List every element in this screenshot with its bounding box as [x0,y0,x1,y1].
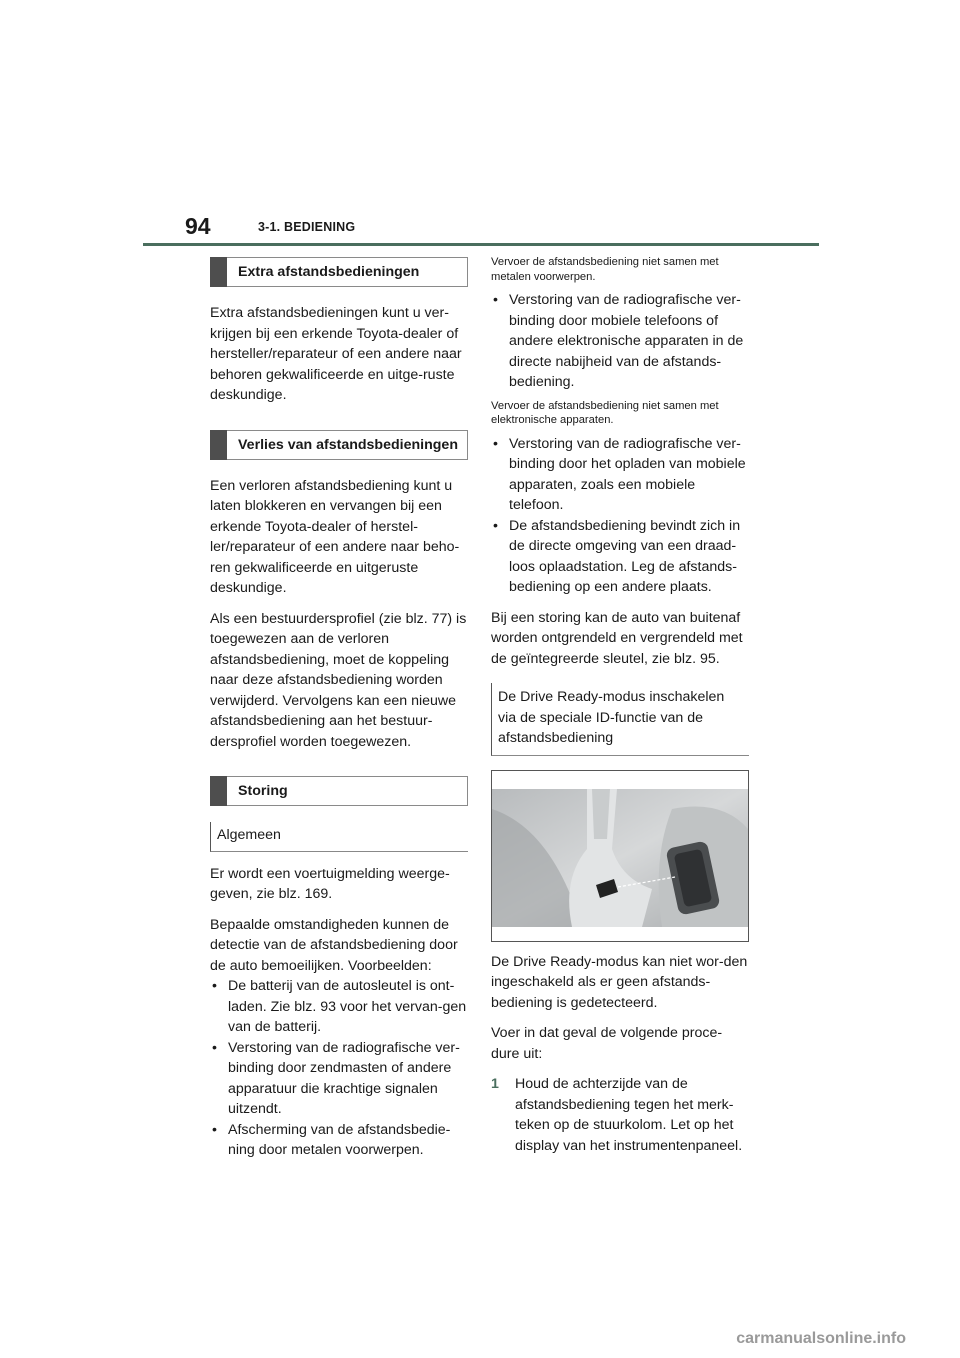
list-item: • Verstoring van de radiografische ver-binding door zendmasten of andere apparatuur die krachtige signalen uitzendt. [210,1038,468,1120]
storing-p1: Er wordt een voertuigmelding weerge-geven, zie blz. 169. [210,865,450,902]
bullets-phones [491,290,749,393]
step-item [491,1074,749,1156]
bullets-charging [491,434,749,598]
paragraph-procedure: Voer in dat geval de volgende proce-dure uit: [491,1025,723,1062]
heading-storing-text: Storing [238,783,288,799]
heading-extra [210,257,468,287]
extra-body: Extra afstandsbedieningen kunt u ver-krijgen bij een erkende Toyota-dealer of hersteller/reparateur of een andere naar behoren gekwalificeerde en uitge-ruste deskundige. [210,305,462,403]
step-number: 1 [491,1076,499,1092]
subheading-algemeen-text: Algemeen [217,827,281,843]
list-item: • Verstoring van de radiografische ver-binding door het opladen van mobiele apparaten, zoals een mobiele telefoon. [491,434,749,516]
storing-bullets [210,976,468,1161]
list-item: • De afstandsbediening bevindt zich in de directe omgeving van een draad-loos oplaadstation. Leg de afstands-bediening op een andere plaats. [491,516,749,598]
heading-storing [210,776,468,806]
heading-extra-text: Extra afstandsbedieningen [238,264,420,280]
list-item: • Verstoring van de radiografische ver-binding door mobiele telefoons of andere elektronische apparaten in de directe nabijheid van de afstands-bediening. [491,290,749,393]
drive-heading-line: afstandsbediening [498,730,614,746]
heading-verlies-text: Verlies van afstandsbedieningen [238,436,458,453]
verlies-p2: Als een bestuurdersprofiel (zie blz. 77) is toegewezen aan de verloren afstandsbediening, moet de koppeling naar deze afstandsbediening worden verwijderd. Vervolgens kan een nieuwe afstandsbediening aan het bestuur-dersprofiel worden toegewezen. [210,610,467,750]
note-metal: Vervoer de afstandsbediening niet samen met metalen voorwerpen. [491,256,719,283]
note-electronic: Vervoer de afstandsbediening niet samen met elektronische apparaten. [491,399,719,426]
storing-p2: Bepaalde omstandigheden kunnen de detectie van de afstandsbediening door de auto bemoeilijken. Voorbeelden: [210,916,458,974]
paragraph-drive-ready: De Drive Ready-modus kan niet wor-den ingeschakeld als er geen afstands-bediening is gedetecteerd. [491,953,748,1011]
list-item: • Afscherming van de afstandsbedie-ning door metalen voorwerpen. [210,1120,468,1161]
paragraph-unlock: Bij een storing kan de auto van buitenaf worden ontgrendeld en vergrendeld met de geïntegreerde sleutel, zie blz. 95. [491,609,743,667]
subheading-algemeen [210,822,468,852]
page-number: 94 [185,213,211,239]
drive-heading-line: via de speciale ID-functie van de [498,709,704,726]
heading-verlies [210,430,468,460]
verlies-p1: Een verloren afstandsbediening kunt u laten blokkeren en vervangen bij een erkende Toyota-dealer of herstel-ler/reparateur of een andere naar beho-ren gekwalificeerde en uitgeruste deskundige. [210,477,460,596]
steering-column-illustration [492,789,748,927]
drive-heading-line: De Drive Ready-modus inschakelen [498,689,725,705]
section-title: 3-1. BEDIENING [258,220,356,234]
header-divider [143,243,819,246]
step-text: Houd de achterzijde van de afstandsbediening tegen het merk-teken op de stuurkolom. Let op het display van het instrumentenpaneel. [515,1076,743,1154]
procedure-steps [491,1074,749,1156]
left-column [210,257,468,1171]
list-item: • De batterij van de autosleutel is ont-laden. Zie blz. 93 voor het vervan-gen van de batterij. [210,976,468,1038]
right-column [491,255,749,1166]
subheading-drive-ready [491,683,749,756]
steering-column-photo [491,770,749,942]
watermark-text: carmanualsonline.info [736,1330,906,1347]
